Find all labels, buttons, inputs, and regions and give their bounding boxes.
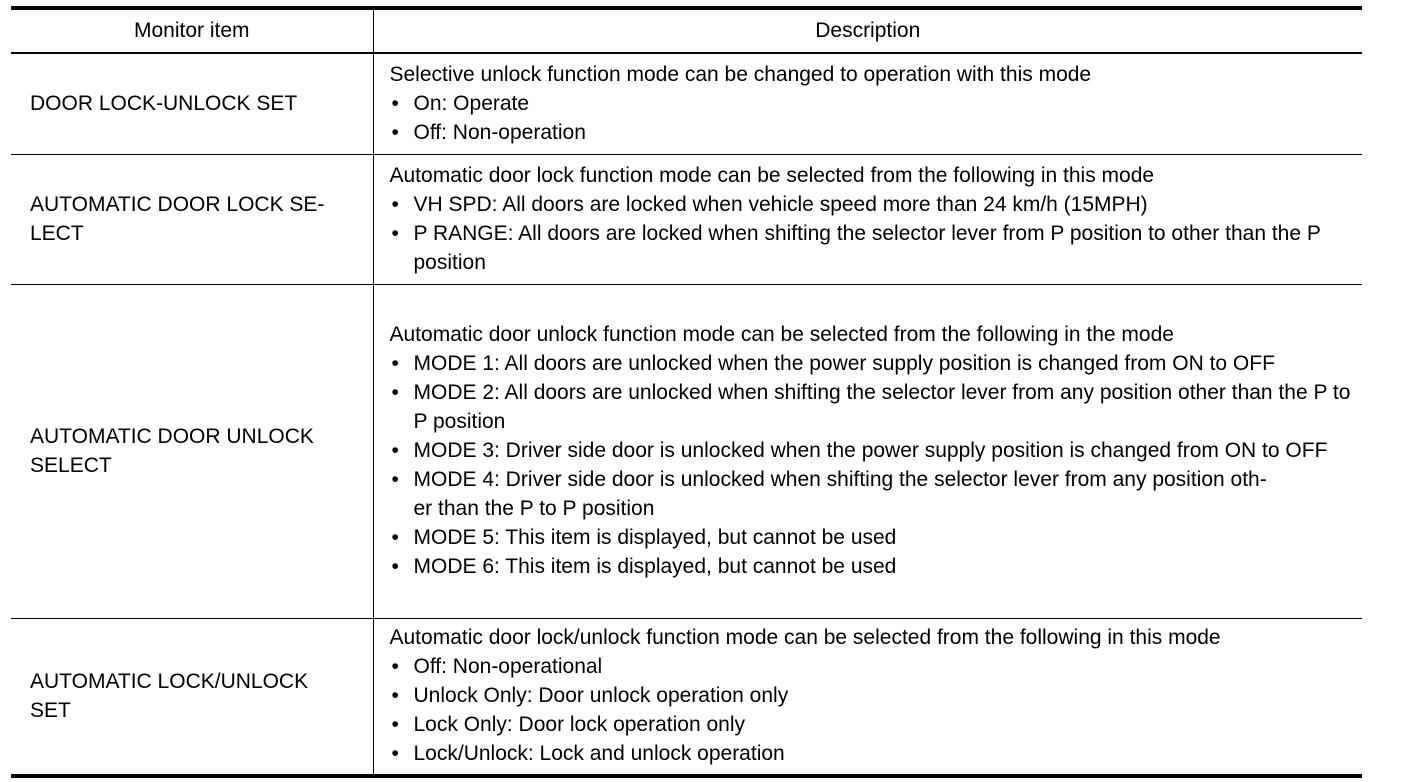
description-cell	[373, 53, 1362, 154]
description-bullets	[390, 652, 1353, 768]
bullet-item: • MODE 5: This item is displayed, but cannot be used	[390, 523, 1353, 552]
description-cell	[373, 618, 1362, 776]
description-intro: Selective unlock function mode can be changed to operation with this mode	[389, 62, 1092, 86]
description-bullets	[390, 349, 1353, 581]
bullet-item: • Unlock Only: Door unlock operation only	[390, 681, 1353, 710]
bullet-item: • Lock/Unlock: Lock and unlock operation	[390, 739, 1353, 768]
bullet-item: • Lock Only: Door lock operation only	[390, 710, 1353, 739]
bullet-item: • MODE 3: Driver side door is unlocked when the power supply position is changed from ON to OFF	[390, 436, 1353, 465]
monitor-item-table	[11, 6, 1362, 778]
description-intro: Automatic door lock/unlock function mode can be selected from the following in this mode	[389, 626, 1221, 650]
table-header-row	[11, 8, 1362, 53]
header-description: Description	[373, 8, 1362, 53]
bullet-item: • On: Operate	[390, 89, 1353, 118]
bullet-item: • MODE 4: Driver side door is unlocked when shifting the selector lever from any position oth- er than the P to P position	[390, 465, 1353, 523]
description-bullets	[390, 190, 1353, 277]
bullet-item: • MODE 2: All doors are unlocked when shifting the selector lever from any position other than the P to P position	[390, 378, 1353, 436]
bullet-item: • Off: Non-operational	[390, 652, 1353, 681]
monitor-item-cell: AUTOMATIC LOCK/UNLOCK SET	[11, 618, 373, 776]
description-intro: Automatic door lock function mode can be selected from the following in this mode	[389, 163, 1155, 187]
bullet-item: • VH SPD: All doors are locked when vehicle speed more than 24 km/h (15MPH)	[390, 190, 1353, 219]
bullet-item: • Off: Non-operation	[390, 118, 1353, 147]
description-intro: Automatic door unlock function mode can be selected from the following in the mode	[389, 323, 1174, 346]
monitor-item-cell: AUTOMATIC DOOR UNLOCK SELECT	[11, 284, 373, 618]
monitor-item-cell: AUTOMATIC DOOR LOCK SE- LECT	[11, 154, 373, 284]
table-row	[11, 53, 1362, 154]
monitor-item-cell: DOOR LOCK-UNLOCK SET	[11, 53, 373, 154]
description-cell	[373, 284, 1362, 618]
description-bullets	[390, 89, 1353, 147]
bullet-item: • MODE 6: This item is displayed, but cannot be used	[390, 552, 1353, 581]
header-monitor-item: Monitor item	[11, 8, 373, 53]
table-row	[11, 618, 1362, 776]
bullet-item: • P RANGE: All doors are locked when shifting the selector lever from P position to other than the P position	[390, 219, 1353, 277]
table-row	[11, 154, 1362, 284]
table-row	[11, 284, 1362, 618]
bullet-item: • MODE 1: All doors are unlocked when the power supply position is changed from ON to OFF	[390, 349, 1353, 378]
description-cell	[373, 154, 1362, 284]
